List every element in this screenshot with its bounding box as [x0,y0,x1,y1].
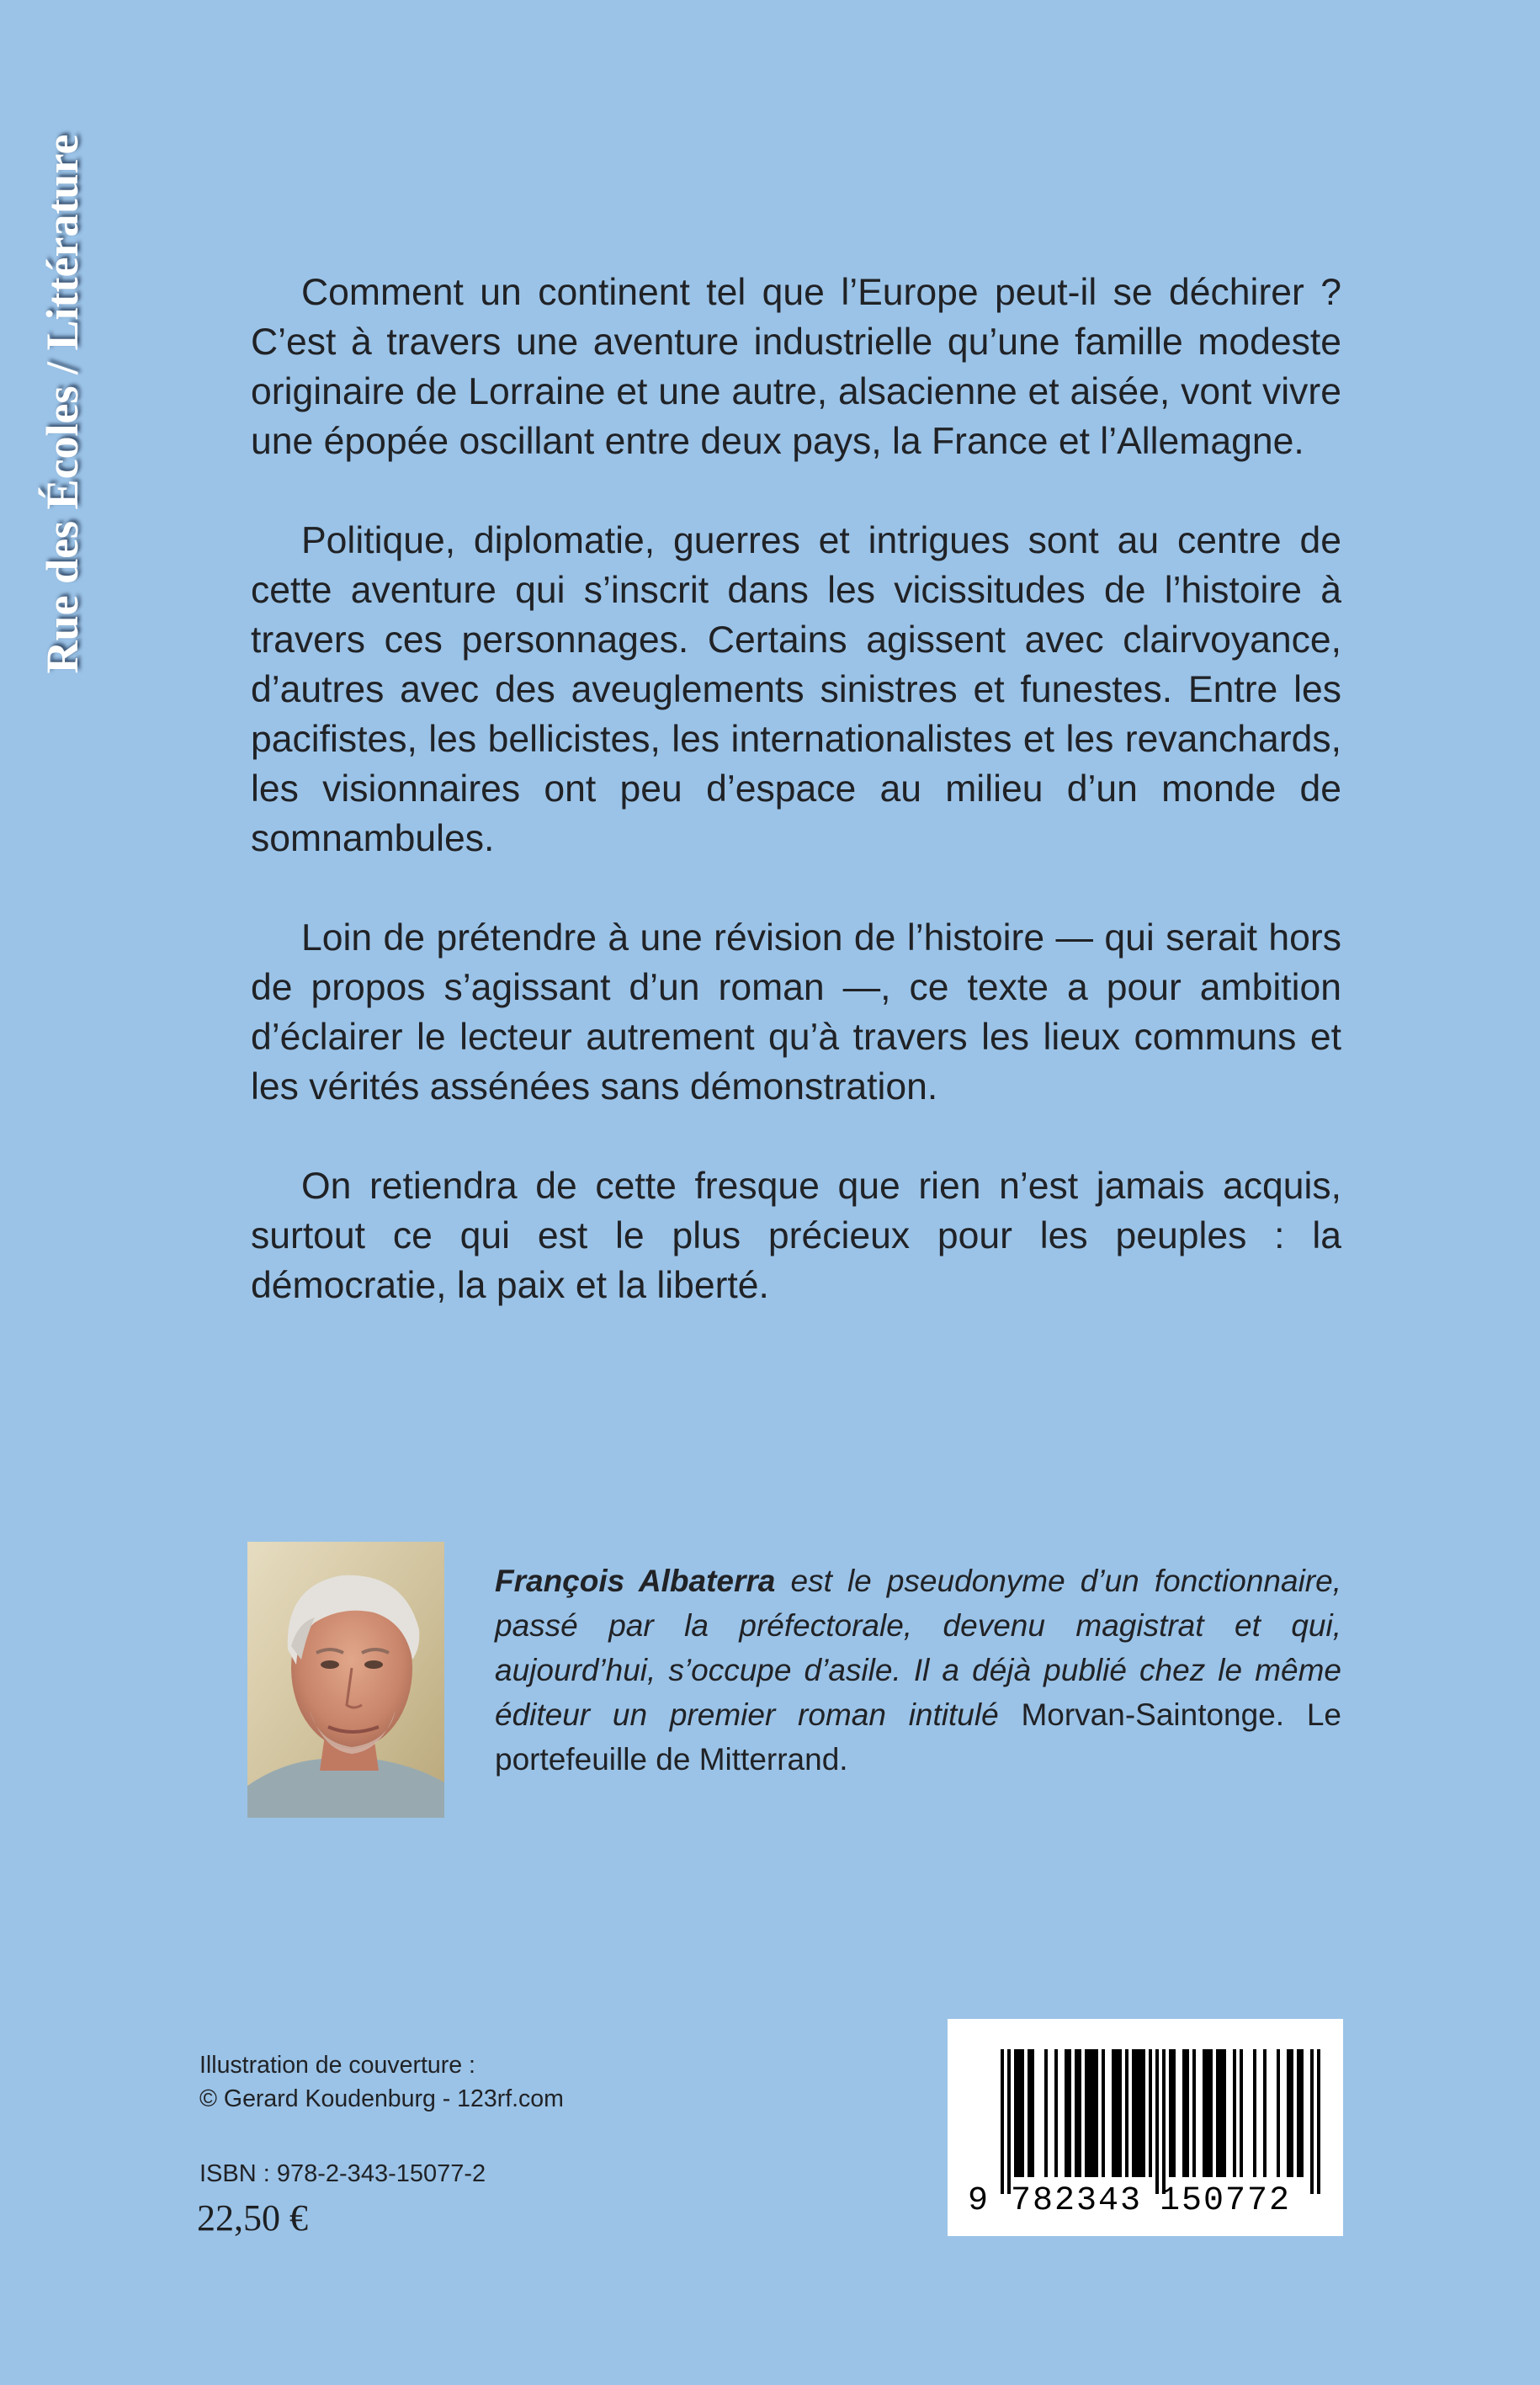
barcode-bar [1102,2049,1105,2177]
barcode-bar [1132,2049,1145,2177]
author-name: François Albaterra [495,1564,776,1598]
barcode-bar [1297,2049,1304,2177]
barcode-first-digit: 9 [967,2182,989,2220]
barcode-bar [1253,2049,1256,2177]
barcode-bar [1085,2049,1098,2177]
author-bio-text: est le pseudonyme d’un fonctionnaire, passé par la préfectorale, devenu magistrat et qui, aujourd’hui, s’occupe d’asile. Il a déjà publié chez le même éditeur un premier roman intitulé [495,1564,1341,1732]
barcode-guard-bar [1007,2049,1011,2194]
credit-label: Illustration de couverture : [199,2052,475,2079]
barcode-bars [1001,2049,1320,2194]
barcode-bar [1233,2049,1236,2177]
barcode-bar [1112,2049,1122,2177]
author-photo [247,1542,444,1818]
barcode-bar [1014,2049,1024,2177]
blurb-paragraph-3: Loin de prétendre à une révision de l’histoire — qui serait hors de propos s’agissant d’un roman —, ce texte a pour ambition d’éclairer le lecteur autrement qu’à travers les lieux communs et les vérités assénées sans démonstration. [251,917,1341,1108]
barcode-bar [1182,2049,1189,2177]
barcode-guard-bar [1155,2049,1159,2194]
blurb-paragraph-2: Politique, diplomatie, guerres et intrigues sont au centre de cette aventure qui s’inscrit dans les vicissitudes de l’histoire à travers ces personnages. Certains agissent avec clairvoyance, d’autres avec des aveuglements sinistres et funestes. Entre les pacifistes, les bellicistes, les internationalistes et les revanchards, les visionnaires ont peu d’espace au milieu d’un monde de somnambules. [251,520,1341,859]
isbn-text: ISBN : 978-2-343-15077-2 [199,2160,486,2187]
barcode-bar [1287,2049,1293,2177]
previous-book-title: Morvan-Saintonge. Le portefeuille de Mitterrand. [495,1697,1341,1777]
barcode-left-digits: 782343 [1010,2182,1143,2220]
barcode-bar [1065,2049,1071,2177]
barcode-bar [1216,2049,1226,2177]
barcode [948,2019,1343,2236]
barcode-guard-bar [1162,2049,1166,2194]
barcode-bar [1054,2049,1058,2177]
barcode-bar [1240,2049,1243,2177]
spine-title: Rue des Écoles / Littérature [37,134,88,674]
barcode-bar [1203,2049,1213,2177]
barcode-bar [1263,2049,1267,2177]
barcode-bar [1192,2049,1196,2177]
barcode-bar [1169,2049,1176,2177]
barcode-right-digits: 150772 [1159,2182,1292,2220]
barcode-bar [1075,2049,1081,2177]
author-bio [495,1559,1341,1782]
barcode-bar [1277,2049,1280,2177]
barcode-bar [1149,2049,1152,2177]
blurb-paragraph-1: Comment un continent tel que l’Europe peut-il se déchirer ? C’est à travers une aventure industrielle qu’une famille modeste originaire de Lorraine et une autre, alsacienne et aisée, vont vivre une épopée oscillant entre deux pays, la France et l’Allemagne. [251,272,1341,462]
barcode-guard-bar [1310,2049,1314,2194]
back-cover-blurb [251,268,1341,1360]
barcode-guard-bar [1001,2049,1004,2194]
barcode-guard-bar [1317,2049,1320,2194]
barcode-bar [1028,2049,1034,2177]
price: 22,50 € [197,2197,308,2239]
illustration-credit [199,2048,564,2116]
barcode-bar [1125,2049,1128,2177]
barcode-bar [1044,2049,1048,2177]
blurb-paragraph-4: On retiendra de cette fresque que rien n’est jamais acquis, surtout ce qui est le plus précieux pour les peuples : la démocratie, la paix et la liberté. [251,1166,1341,1306]
credit-source: © Gerard Koudenburg - 123rf.com [199,2085,564,2112]
